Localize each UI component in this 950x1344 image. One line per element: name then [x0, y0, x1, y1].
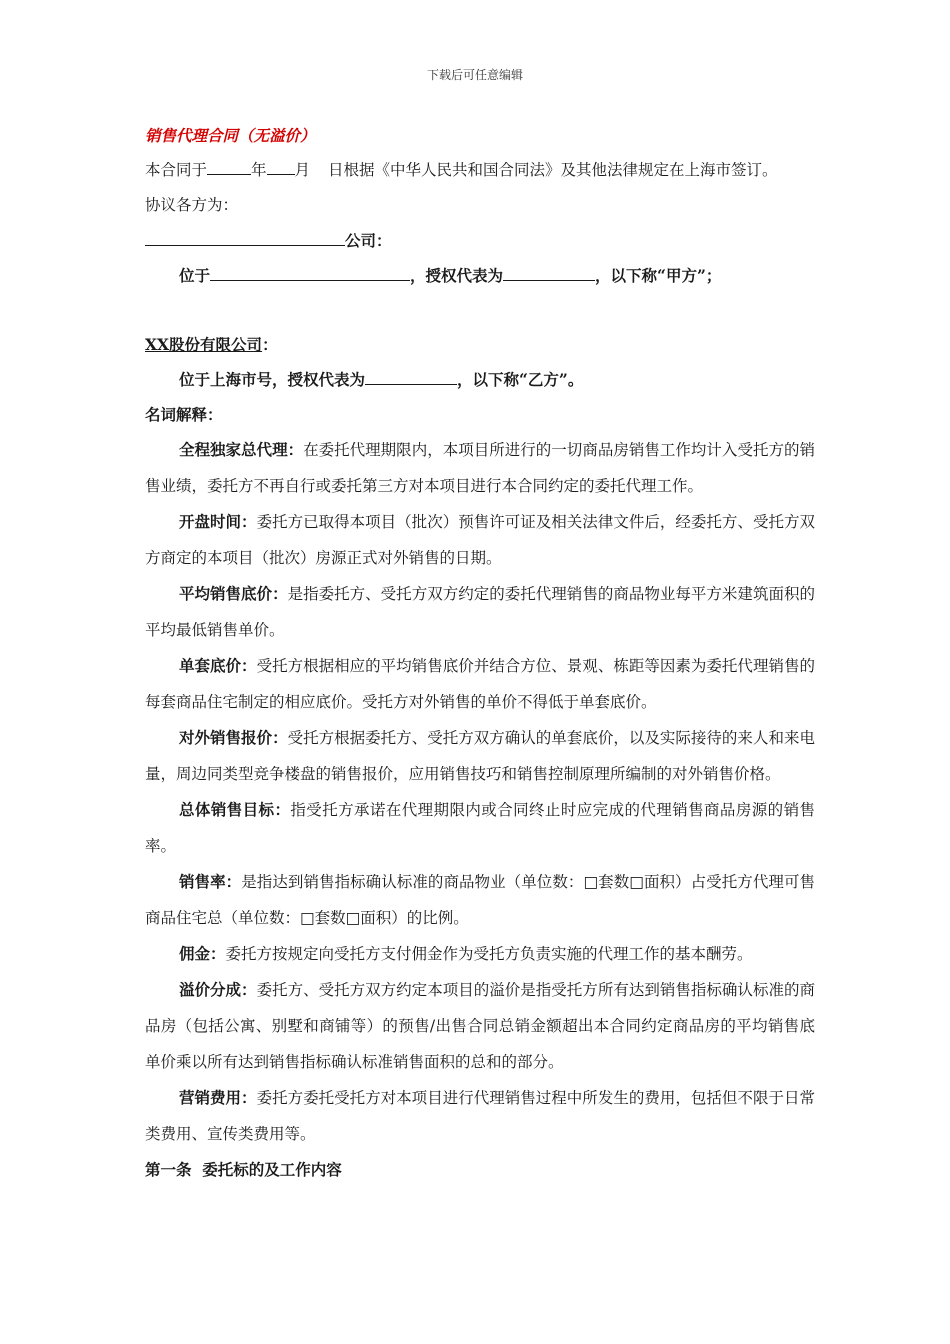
definition-item — [145, 720, 815, 792]
definition-item — [145, 504, 815, 576]
definitions-heading: 名词解释： — [145, 405, 223, 424]
party-b-rep-blank — [365, 370, 457, 385]
definition-text: 委托方委托受托方对本项目进行代理销售过程中所发生的费用，包括但不限于日常类费用、宣传类费用等。 — [145, 1089, 815, 1143]
definition-text: 指受托方承诺在代理期限内或合同终止时应完成的代理销售商品房源的销售率。 — [145, 801, 815, 855]
definition-text: 委托方、受托方双方约定本项目的溢价是指受托方所有达到销售指标确认标准的商品房（包括公寓、别墅和商铺等）的预售/出售合同总销金额超出本合同约定商品房的平均销售底单价乘以所有达到销售指标确认标准销售面积的总和的部分。 — [145, 981, 815, 1071]
document-body — [145, 118, 815, 1187]
party-b-company-line — [145, 327, 815, 362]
party-a-company-line — [145, 223, 815, 258]
definition-item — [145, 432, 815, 504]
definition-text: 委托方已取得本项目（批次）预售许可证及相关法律文件后，经委托方、受托方双方商定的本项目（批次）房源正式对外销售的日期。 — [145, 513, 815, 567]
party-a-location-line — [145, 258, 815, 293]
definition-text: 受托方根据相应的平均销售底价并结合方位、景观、栋距等因素为委托代理销售的每套商品住宅制定的相应底价。受托方对外销售的单价不得低于单套底价。 — [145, 657, 815, 711]
definition-term: 开盘时间： — [179, 512, 257, 531]
definition-item — [145, 1080, 815, 1152]
party-b-colon: ： — [262, 335, 278, 354]
definition-item — [145, 936, 815, 972]
definition-text: 是指达到销售指标确认标准的商品物业（单位数：□套数□面积）占受托方代理可售商品住宅总（单位数：□套数□面积）的比例。 — [145, 873, 815, 927]
article-1-heading: 第一条 委托标的及工作内容 — [145, 1160, 342, 1179]
definition-item — [145, 792, 815, 864]
party-b-suffix: ，以下称“乙方”。 — [457, 370, 584, 389]
definition-term: 对外销售报价： — [179, 728, 288, 747]
definition-term: 佣金： — [179, 944, 226, 963]
party-a-rep-blank — [503, 266, 595, 281]
definition-term: 总体销售目标： — [179, 800, 291, 819]
party-a-suffix: ，以下称“甲方”； — [595, 266, 722, 285]
intro-line — [145, 153, 815, 188]
party-a-company-blank — [145, 231, 345, 246]
definition-text: 是指委托方、受托方双方约定的委托代理销售的商品物业每平方米建筑面积的平均最低销售单价。 — [145, 585, 815, 639]
definition-term: 销售率： — [179, 872, 242, 891]
definition-text: 受托方根据委托方、受托方双方确认的单套底价，以及实际接待的来人和来电量，周边同类型竞争楼盘的销售报价，应用销售技巧和销售控制原理所编制的对外销售价格。 — [145, 729, 815, 783]
party-a-loc-prefix: 位于 — [179, 266, 211, 285]
intro-p2: 年 — [251, 161, 267, 179]
party-a-rep-prefix: ，授权代表为 — [410, 266, 504, 285]
definition-item — [145, 576, 815, 648]
intro-p3: 月 — [294, 161, 311, 179]
definition-item — [145, 864, 815, 936]
document-title: 销售代理合同（无溢价） — [145, 126, 316, 145]
definition-term: 全程独家总代理： — [179, 440, 304, 459]
party-a-location-blank — [210, 266, 410, 281]
definition-term: 营销费用： — [179, 1088, 257, 1107]
definition-term: 平均销售底价： — [179, 584, 288, 603]
parties-intro: 协议各方为： — [145, 196, 239, 214]
page-header: 下载后可任意编辑 — [426, 68, 523, 82]
definition-text: 委托方按规定向受托方支付佣金作为受托方负责实施的代理工作的基本酬劳。 — [225, 945, 753, 963]
definition-term: 单套底价： — [179, 656, 257, 675]
intro-p4: 日根据《中华人民共和国合同法》及其他法律规定在上海市签订。 — [328, 161, 778, 179]
intro-p1: 本合同于 — [145, 161, 208, 179]
definition-term: 溢价分成： — [179, 980, 257, 999]
party-b-name: XX股份有限公司 — [145, 335, 263, 354]
definition-item — [145, 648, 815, 720]
year-blank — [207, 160, 251, 175]
definition-item — [145, 972, 815, 1080]
definition-text: 在委托代理期限内，本项目所进行的一切商品房销售工作均计入受托方的销售业绩，委托方不再自行或委托第三方对本项目进行本合同约定的委托代理工作。 — [145, 441, 815, 495]
party-a-company-suffix: 公司： — [345, 231, 392, 250]
month-blank — [267, 160, 295, 175]
party-b-loc-prefix: 位于上海市号，授权代表为 — [179, 370, 366, 389]
party-b-location-line — [145, 362, 815, 397]
